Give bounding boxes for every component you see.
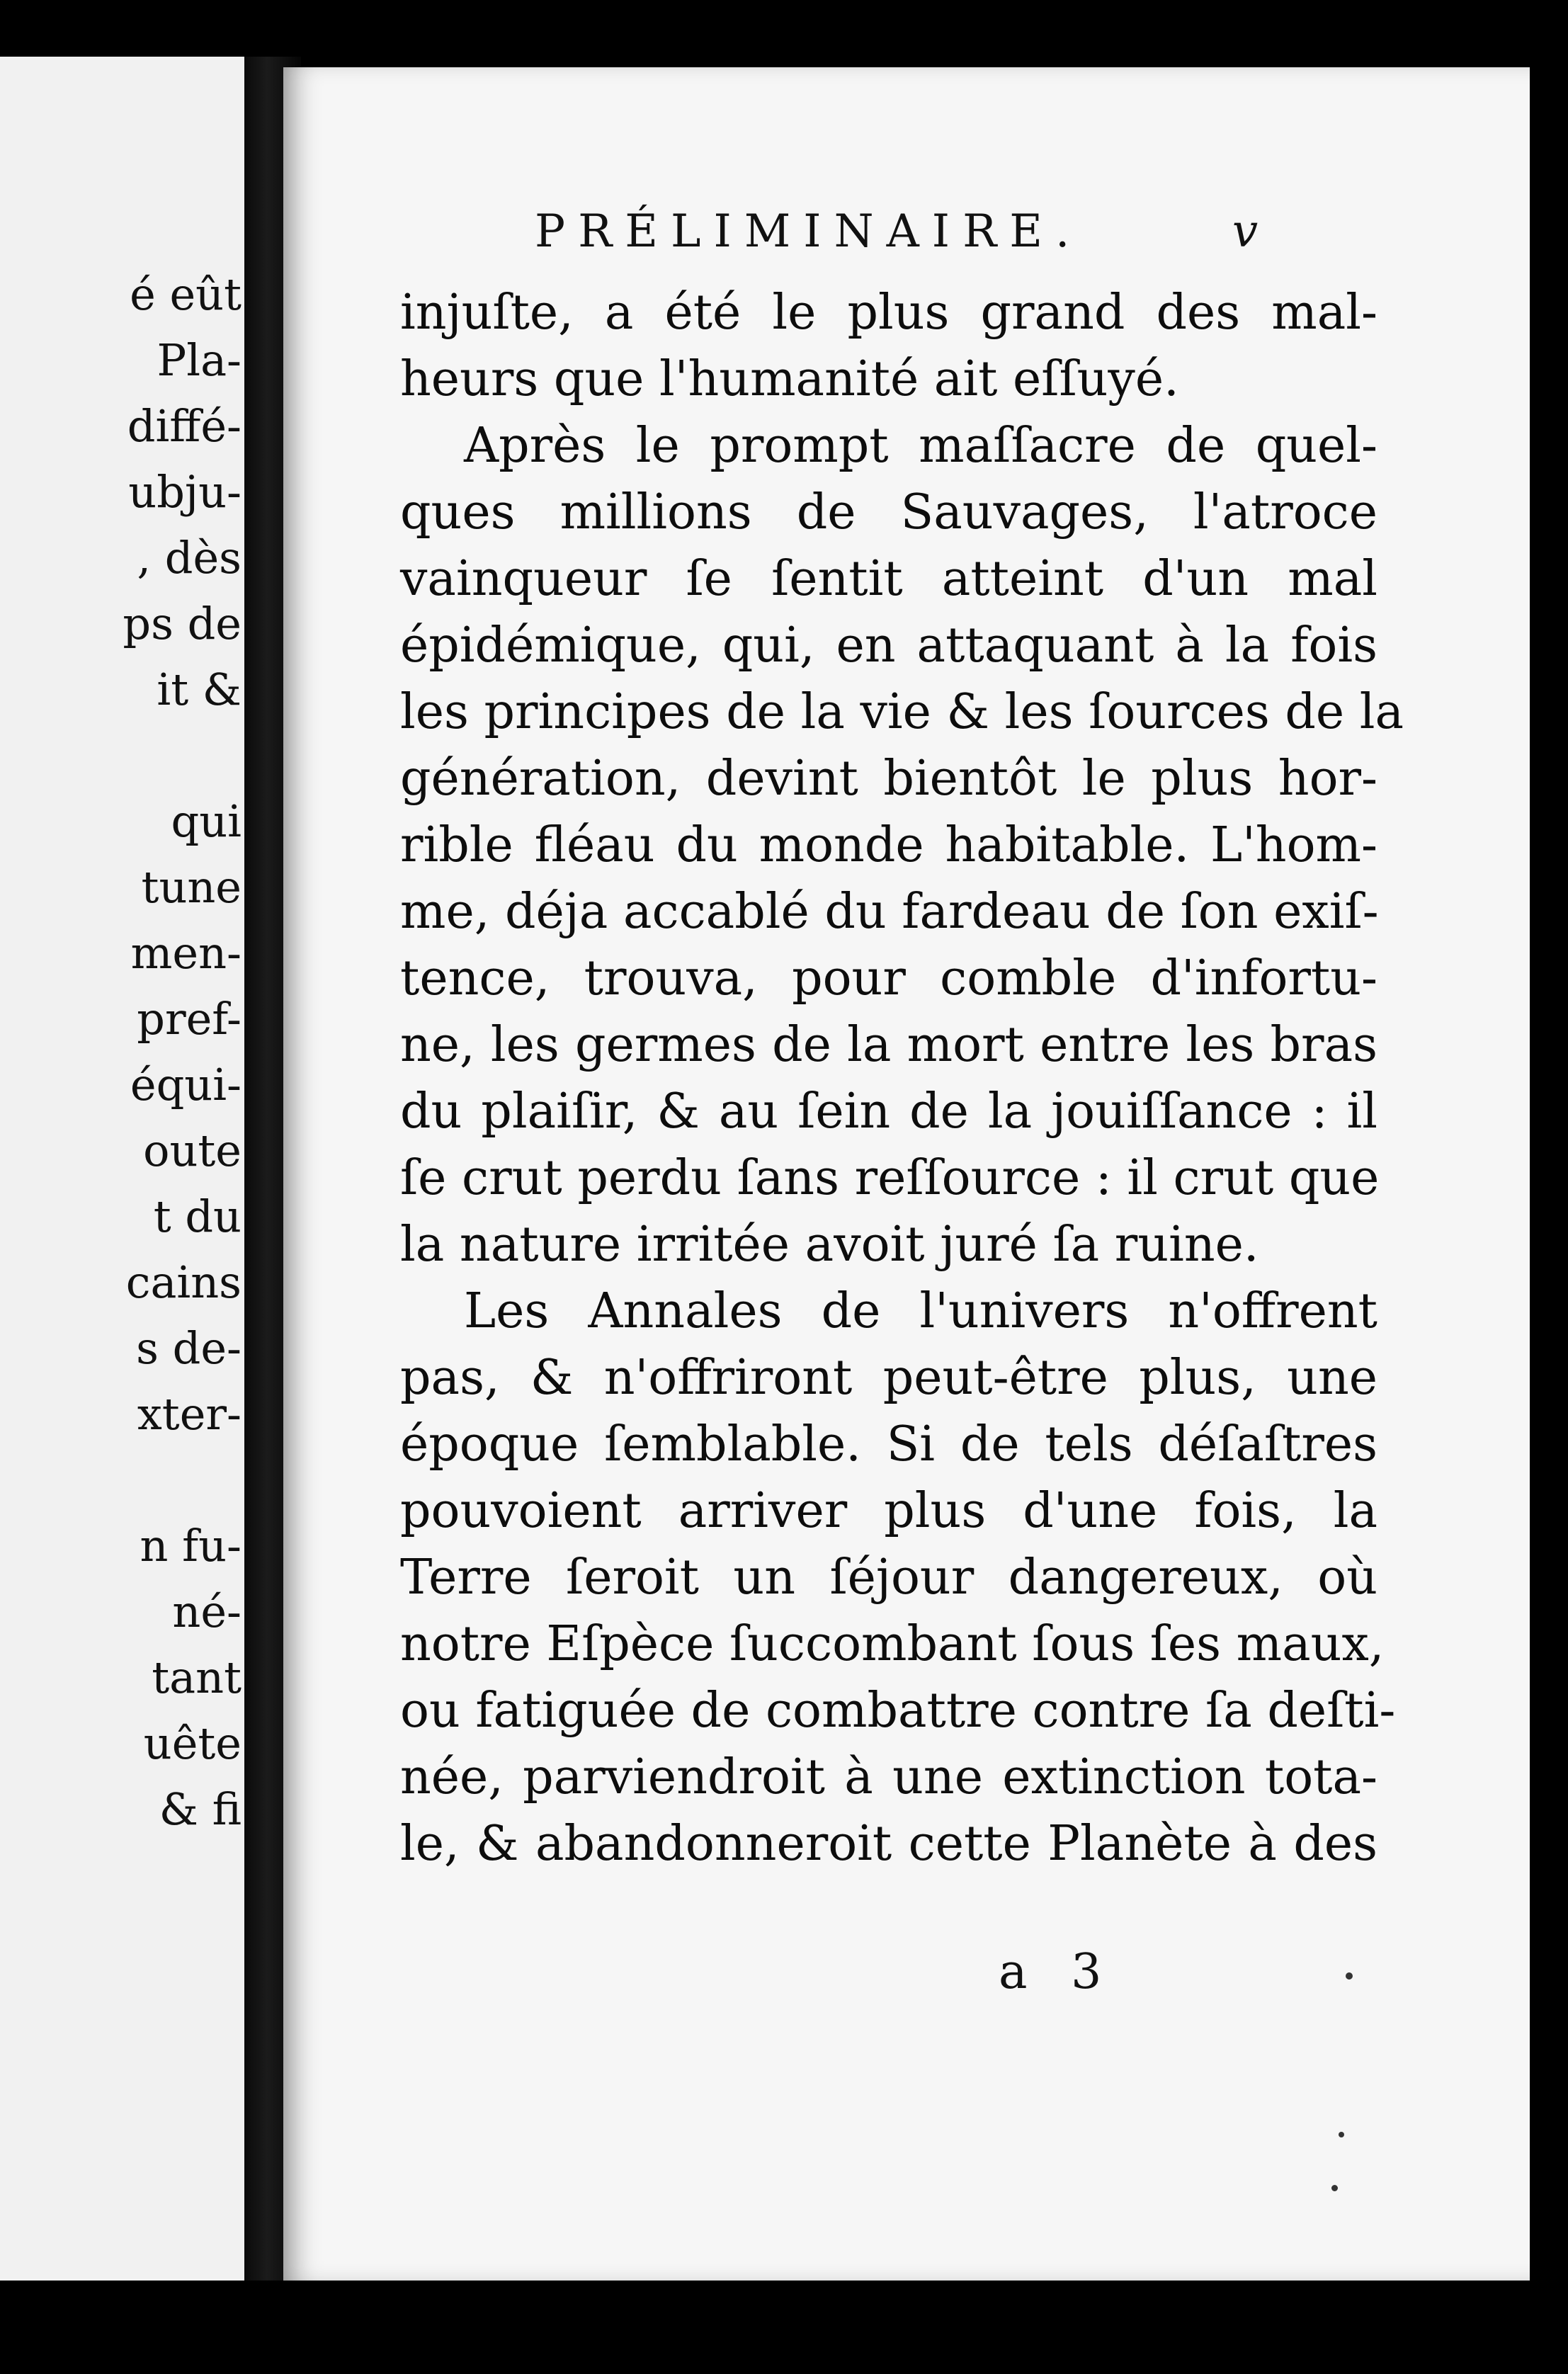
ink-speck bbox=[1346, 1972, 1353, 1980]
left-page-line: ps de bbox=[123, 598, 242, 649]
left-page-line: tant bbox=[152, 1652, 242, 1703]
text-line: génération, devint bientôt le plus hor- bbox=[400, 751, 1377, 807]
left-page-line: é eût bbox=[130, 268, 242, 320]
text-line: Terre ſeroit un ſéjour dangereux, où bbox=[400, 1550, 1377, 1606]
text-line: pouvoient arriver plus d'une fois, la bbox=[400, 1483, 1377, 1539]
text-line: vainqueur ſe ſentit atteint d'un mal bbox=[400, 551, 1377, 607]
signature-mark: a 3 bbox=[999, 1944, 1116, 2000]
left-page-line: tune bbox=[141, 861, 242, 913]
left-page-line: ubju- bbox=[128, 466, 242, 518]
left-page-line: Pla- bbox=[157, 334, 242, 386]
running-title: PRÉLIMINAIRE. bbox=[535, 205, 1083, 258]
left-page-line: uête bbox=[143, 1717, 242, 1769]
left-page-line: cains bbox=[125, 1256, 242, 1308]
left-page-line: oute bbox=[143, 1125, 242, 1176]
text-line: ques millions de Sauvages, l'atroce bbox=[400, 484, 1377, 540]
ink-speck bbox=[1331, 2185, 1338, 2191]
text-line: les principes de la vie & les ſources de la bbox=[400, 684, 1404, 740]
text-line: pas, & n'offriront peut-être plus, une bbox=[400, 1350, 1377, 1406]
text-line: épidémique, qui, en attaquant à la fois bbox=[400, 618, 1377, 674]
text-line: ne, les germes de la mort entre les bras bbox=[400, 1017, 1377, 1073]
page-header bbox=[283, 205, 1530, 262]
left-page-line: pref- bbox=[137, 993, 242, 1045]
left-page-line: men- bbox=[130, 927, 242, 979]
text-line: Après le prompt maſſacre de quel- bbox=[464, 418, 1377, 474]
text-line: du plaiſir, & au ſein de la jouiſſance : il bbox=[400, 1084, 1377, 1140]
left-page-line: it & bbox=[157, 664, 242, 715]
left-page-line: t du bbox=[153, 1191, 242, 1242]
text-line: Les Annales de l'univers n'offrent bbox=[464, 1283, 1377, 1339]
text-line: ſe crut perdu ſans reſſource : il crut que bbox=[400, 1150, 1380, 1206]
text-line: tence, trouva, pour comble d'infortu- bbox=[400, 950, 1377, 1006]
right-page bbox=[283, 67, 1530, 2281]
page-number: v bbox=[1232, 205, 1259, 258]
left-page-line: s de- bbox=[136, 1322, 242, 1374]
text-line: ou fatiguée de combattre contre ſa deſti- bbox=[400, 1683, 1396, 1739]
text-line: notre Eſpèce ſuccombant ſous ſes maux, bbox=[400, 1616, 1385, 1672]
body-text bbox=[400, 280, 1404, 1878]
left-page-line: diffé- bbox=[127, 400, 242, 452]
text-line: injuſte, a été le plus grand des mal- bbox=[400, 285, 1377, 341]
left-page-line: xter- bbox=[137, 1388, 242, 1440]
text-line: heurs que l'humanité ait eſſuyé. bbox=[400, 351, 1179, 407]
text-line: époque ſemblable. Si de tels déſaſtres bbox=[400, 1416, 1377, 1472]
left-page-line: n fu- bbox=[140, 1520, 242, 1572]
text-line: la nature irritée avoit juré ſa ruine. bbox=[400, 1217, 1259, 1273]
left-page-line: , dès bbox=[137, 532, 242, 584]
text-line: le, & abandonneroit cette Planète à des bbox=[400, 1816, 1377, 1872]
left-page-line: qui bbox=[171, 795, 242, 847]
left-page-line: né- bbox=[172, 1586, 242, 1637]
left-page-line: & fi bbox=[159, 1783, 242, 1835]
text-line: née, parviendroit à une extinction tota- bbox=[400, 1749, 1377, 1805]
text-line: me, déja accablé du fardeau de ſon exiſ- bbox=[400, 884, 1379, 940]
text-line: rible fléau du monde habitable. L'hom- bbox=[400, 817, 1377, 873]
left-page-line: équi- bbox=[130, 1059, 242, 1111]
ink-speck bbox=[1339, 2132, 1344, 2137]
left-page-fragment bbox=[0, 57, 244, 2281]
